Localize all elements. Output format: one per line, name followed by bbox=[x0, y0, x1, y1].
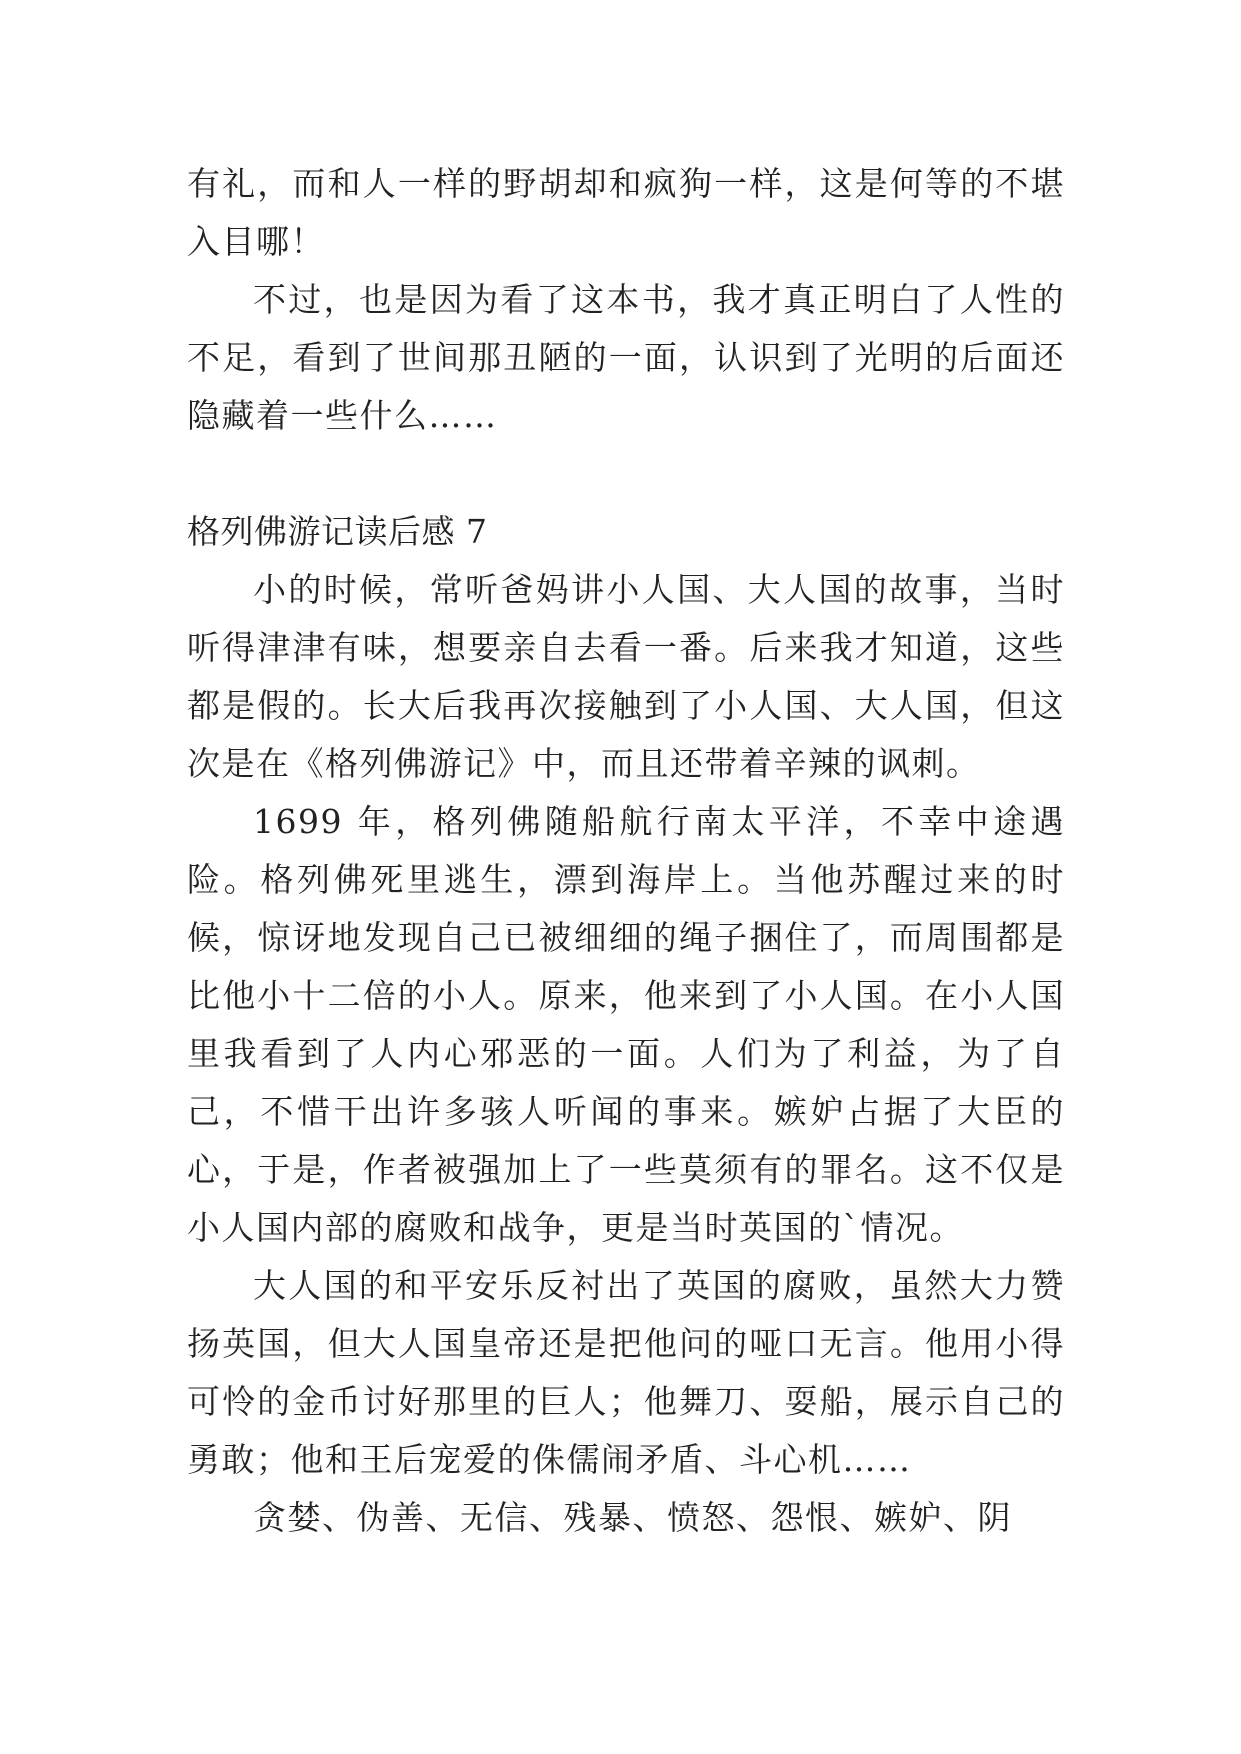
paragraph-lilliput: 1699 年，格列佛随船航行南太平洋，不幸中途遇险。格列佛死里逃生，漂到海岸上。当他苏醒过来的时候，惊讶地发现自己已被细细的绳子捆住了，而周围都是比他小十二倍的小人。原来，他来到了小人国。在小人国里我看到了人内心邪恶的一面。人们为了利益，为了自己，不惜干出许多骇人听闻的事来。嫉妒占据了大臣的心，于是，作者被强加上了一些莫须有的罪名。这不仅是小人国内部的腐败和战争，更是当时英国的`情况。 bbox=[187, 802, 1065, 1247]
paragraph-continued: 有礼，而和人一样的野胡却和疯狗一样，这是何等的不堪入目哪！ bbox=[187, 164, 1065, 261]
section-title: 格列佛游记读后感 7 bbox=[187, 512, 488, 551]
paragraph-reflection: 不过，也是因为看了这本书，我才真正明白了人性的不足，看到了世间那丑陋的一面，认识到了光明的后面还隐藏着一些什么…… bbox=[187, 280, 1065, 435]
document-body bbox=[187, 155, 1065, 1547]
section-spacer bbox=[187, 445, 1065, 503]
paragraph-brobdingnag: 大人国的和平安乐反衬出了英国的腐败，虽然大力赞扬英国，但大人国皇帝还是把他问的哑口无言。他用小得可怜的金币讨好那里的巨人；他舞刀、耍船，展示自己的勇敢；他和王后宠爱的侏儒闹矛盾、斗心机…… bbox=[187, 1266, 1065, 1479]
paragraph-childhood: 小的时候，常听爸妈讲小人国、大人国的故事，当时听得津津有味，想要亲自去看一番。后来我才知道，这些都是假的。长大后我再次接触到了小人国、大人国，但这次是在《格列佛游记》中，而且还带着辛辣的讽刺。 bbox=[187, 570, 1065, 783]
paragraph-vices: 贪婪、伪善、无信、残暴、愤怒、怨恨、嫉妒、阴 bbox=[253, 1498, 1012, 1537]
